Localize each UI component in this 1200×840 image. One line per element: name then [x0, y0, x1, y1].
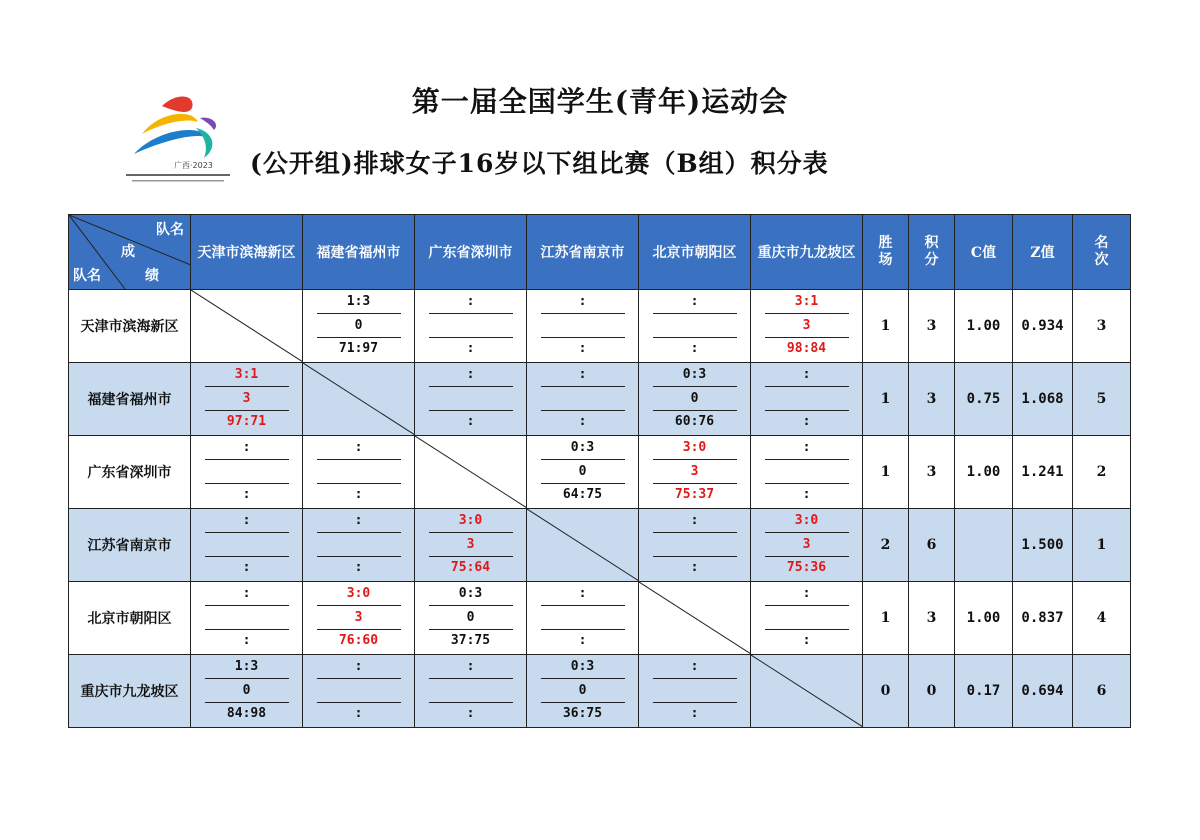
match-result — [527, 290, 638, 362]
wins-value: 0 — [863, 655, 909, 728]
rank-value: 3 — [1073, 290, 1131, 363]
match-cell — [415, 582, 527, 655]
match-cell — [751, 582, 863, 655]
match-result — [527, 655, 638, 727]
corner-label-bottom-right: 绩 — [145, 268, 159, 284]
match-points — [205, 535, 289, 557]
match-cell — [639, 655, 751, 728]
rank-value: 6 — [1073, 655, 1131, 728]
match-points — [429, 389, 513, 411]
set-score: 0:3 — [429, 584, 513, 606]
rally-score: : — [690, 560, 699, 575]
points-value: 0 — [909, 655, 955, 728]
match-cell — [191, 436, 303, 509]
table-row — [69, 655, 1131, 728]
rally-score: : — [578, 414, 587, 429]
match-cell — [751, 509, 863, 582]
match-points — [317, 535, 401, 557]
match-result — [191, 509, 302, 581]
table-row — [69, 582, 1131, 655]
self-match-cell — [191, 290, 303, 363]
z-value: 0.694 — [1013, 655, 1073, 728]
match-cell — [415, 290, 527, 363]
rally-score: : — [354, 706, 363, 721]
points-value: 3 — [909, 290, 955, 363]
rally-score: : — [354, 487, 363, 502]
set-score: : — [541, 584, 625, 606]
set-score: 3:1 — [765, 292, 849, 314]
z-value: 0.837 — [1013, 582, 1073, 655]
c-value: 1.00 — [955, 436, 1013, 509]
c-value: 0.17 — [955, 655, 1013, 728]
wins-value: 1 — [863, 436, 909, 509]
set-score: : — [541, 365, 625, 387]
rally-score: 37:75 — [450, 633, 491, 648]
set-score: : — [653, 292, 737, 314]
match-points — [205, 462, 289, 484]
match-result — [191, 436, 302, 508]
match-result — [527, 363, 638, 435]
c-value: 1.00 — [955, 582, 1013, 655]
set-score: : — [429, 365, 513, 387]
rally-score: 64:75 — [562, 487, 603, 502]
set-score: 3:1 — [205, 365, 289, 387]
set-score: : — [765, 438, 849, 460]
match-points — [541, 316, 625, 338]
match-cell — [639, 290, 751, 363]
table-row — [69, 290, 1131, 363]
match-points: 3 — [765, 535, 849, 557]
rally-score: : — [242, 633, 251, 648]
header-row — [69, 215, 1131, 290]
self-match-cell — [415, 436, 527, 509]
rally-score: 97:71 — [226, 414, 267, 429]
table-row — [69, 509, 1131, 582]
match-result — [191, 655, 302, 727]
rally-score: : — [466, 341, 475, 356]
match-result — [415, 290, 526, 362]
match-points — [653, 316, 737, 338]
rank-value: 5 — [1073, 363, 1131, 436]
rally-score: : — [690, 341, 699, 356]
rally-score: : — [802, 414, 811, 429]
set-score: 3:0 — [317, 584, 401, 606]
match-points — [429, 316, 513, 338]
match-cell — [527, 582, 639, 655]
match-result — [191, 363, 302, 435]
rally-score: 98:84 — [786, 341, 827, 356]
rank-value: 4 — [1073, 582, 1131, 655]
match-points: 0 — [541, 681, 625, 703]
rally-score: : — [578, 341, 587, 356]
match-points — [653, 681, 737, 703]
match-points — [541, 608, 625, 630]
match-result — [415, 582, 526, 654]
match-cell — [415, 655, 527, 728]
match-cell — [639, 363, 751, 436]
match-result — [191, 582, 302, 654]
match-result — [751, 290, 862, 362]
diagonal-line — [303, 363, 415, 435]
svg-text:广西·2023: 广西·2023 — [174, 161, 213, 170]
match-cell — [527, 436, 639, 509]
match-cell — [191, 655, 303, 728]
set-score: : — [317, 511, 401, 533]
set-score: : — [205, 511, 289, 533]
rank-value: 2 — [1073, 436, 1131, 509]
corner-cell — [69, 215, 191, 290]
z-value: 1.500 — [1013, 509, 1073, 582]
page-title: 第一届全国学生(青年)运动会 — [411, 85, 789, 118]
match-points — [765, 462, 849, 484]
match-points — [765, 608, 849, 630]
z-value: 1.068 — [1013, 363, 1073, 436]
diagonal-line — [751, 655, 863, 727]
match-cell — [303, 436, 415, 509]
z-value-header: Z值 — [1013, 215, 1073, 290]
column-header: 北京市朝阳区 — [639, 215, 751, 290]
match-result — [751, 436, 862, 508]
match-points — [541, 389, 625, 411]
match-cell — [639, 509, 751, 582]
set-score: : — [653, 657, 737, 679]
self-match-cell — [527, 509, 639, 582]
set-score: : — [429, 292, 513, 314]
standings-table — [68, 214, 1131, 728]
match-cell — [751, 436, 863, 509]
match-cell — [303, 655, 415, 728]
rally-score: 76:60 — [338, 633, 379, 648]
match-points — [765, 389, 849, 411]
rally-score: : — [690, 706, 699, 721]
match-points: 0 — [205, 681, 289, 703]
wins-value: 1 — [863, 582, 909, 655]
match-result — [303, 509, 414, 581]
match-result — [639, 509, 750, 581]
match-cell — [303, 290, 415, 363]
match-points: 0 — [429, 608, 513, 630]
set-score: : — [317, 657, 401, 679]
match-points — [205, 608, 289, 630]
match-result — [415, 655, 526, 727]
page-subtitle: (公开组)排球女子16岁以下组比赛（B组）积分表 — [250, 149, 829, 178]
rally-score: : — [578, 633, 587, 648]
column-header: 重庆市九龙坡区 — [751, 215, 863, 290]
rally-score: : — [466, 414, 475, 429]
c-value-header: C值 — [955, 215, 1013, 290]
column-header: 江苏省南京市 — [527, 215, 639, 290]
set-score: 3:0 — [765, 511, 849, 533]
z-value: 1.241 — [1013, 436, 1073, 509]
match-result — [303, 655, 414, 727]
self-match-cell — [303, 363, 415, 436]
diagonal-line — [191, 290, 303, 362]
wins-value: 1 — [863, 363, 909, 436]
match-result — [639, 363, 750, 435]
set-score: 3:0 — [653, 438, 737, 460]
match-result — [527, 436, 638, 508]
rally-score: 75:37 — [674, 487, 715, 502]
match-result — [303, 436, 414, 508]
wins-value: 1 — [863, 290, 909, 363]
match-cell — [751, 363, 863, 436]
rally-score: 71:97 — [338, 341, 379, 356]
rally-score: : — [466, 706, 475, 721]
team-name: 广东省深圳市 — [69, 436, 191, 509]
diagonal-line — [639, 582, 751, 654]
points-value: 3 — [909, 436, 955, 509]
set-score: : — [765, 365, 849, 387]
team-name: 重庆市九龙坡区 — [69, 655, 191, 728]
team-name: 江苏省南京市 — [69, 509, 191, 582]
wins-value: 2 — [863, 509, 909, 582]
rally-score: 36:75 — [562, 706, 603, 721]
c-value: 1.00 — [955, 290, 1013, 363]
rally-score: 75:64 — [450, 560, 491, 575]
match-points: 3 — [317, 608, 401, 630]
rally-score: : — [354, 560, 363, 575]
match-points: 0 — [317, 316, 401, 338]
wins-header: 胜场 — [863, 215, 909, 290]
match-cell — [303, 582, 415, 655]
set-score: : — [653, 511, 737, 533]
match-points: 3 — [429, 535, 513, 557]
table-row — [69, 436, 1131, 509]
set-score: 1:3 — [205, 657, 289, 679]
c-value — [955, 509, 1013, 582]
points-value: 6 — [909, 509, 955, 582]
self-match-cell — [639, 582, 751, 655]
rally-score: : — [802, 633, 811, 648]
column-header: 天津市滨海新区 — [191, 215, 303, 290]
match-points: 3 — [205, 389, 289, 411]
match-cell — [527, 290, 639, 363]
column-header: 福建省福州市 — [303, 215, 415, 290]
table-row — [69, 363, 1131, 436]
match-result — [639, 436, 750, 508]
match-cell — [191, 582, 303, 655]
match-points: 3 — [765, 316, 849, 338]
set-score: 1:3 — [317, 292, 401, 314]
match-points: 0 — [653, 389, 737, 411]
diagonal-line — [527, 509, 639, 581]
match-points — [317, 681, 401, 703]
match-cell — [191, 509, 303, 582]
match-result — [751, 363, 862, 435]
match-result — [415, 509, 526, 581]
set-score: : — [205, 438, 289, 460]
rank-header: 名次 — [1073, 215, 1131, 290]
match-cell — [415, 363, 527, 436]
match-result — [639, 655, 750, 727]
rally-score: 84:98 — [226, 706, 267, 721]
corner-label-bottom-left: 队名 — [73, 268, 101, 284]
set-score: 3:0 — [429, 511, 513, 533]
rally-score: : — [242, 560, 251, 575]
match-points — [429, 681, 513, 703]
match-result — [751, 582, 862, 654]
set-score: 0:3 — [653, 365, 737, 387]
set-score: 0:3 — [541, 438, 625, 460]
self-match-cell — [751, 655, 863, 728]
corner-label-top: 队名 — [156, 222, 184, 238]
team-name: 北京市朝阳区 — [69, 582, 191, 655]
points-header: 积分 — [909, 215, 955, 290]
match-cell — [415, 509, 527, 582]
points-value: 3 — [909, 582, 955, 655]
match-cell — [303, 509, 415, 582]
match-cell — [191, 363, 303, 436]
match-cell — [639, 436, 751, 509]
points-value: 3 — [909, 363, 955, 436]
column-header: 广东省深圳市 — [415, 215, 527, 290]
match-points: 0 — [541, 462, 625, 484]
z-value: 0.934 — [1013, 290, 1073, 363]
match-cell — [751, 290, 863, 363]
set-score: : — [205, 584, 289, 606]
match-points — [317, 462, 401, 484]
match-result — [751, 509, 862, 581]
match-cell — [527, 655, 639, 728]
set-score: : — [765, 584, 849, 606]
set-score: : — [317, 438, 401, 460]
rank-value: 1 — [1073, 509, 1131, 582]
match-result — [303, 290, 414, 362]
set-score: 0:3 — [541, 657, 625, 679]
team-name: 福建省福州市 — [69, 363, 191, 436]
rally-score: : — [242, 487, 251, 502]
rally-score: 75:36 — [786, 560, 827, 575]
match-result — [303, 582, 414, 654]
rally-score: 60:76 — [674, 414, 715, 429]
rally-score: : — [802, 487, 811, 502]
match-cell — [527, 363, 639, 436]
match-result — [639, 290, 750, 362]
set-score: : — [541, 292, 625, 314]
set-score: : — [429, 657, 513, 679]
match-points: 3 — [653, 462, 737, 484]
c-value: 0.75 — [955, 363, 1013, 436]
team-name: 天津市滨海新区 — [69, 290, 191, 363]
diagonal-line — [415, 436, 527, 508]
corner-label-mid: 成 — [121, 244, 135, 260]
match-result — [415, 363, 526, 435]
match-result — [527, 582, 638, 654]
match-points — [653, 535, 737, 557]
